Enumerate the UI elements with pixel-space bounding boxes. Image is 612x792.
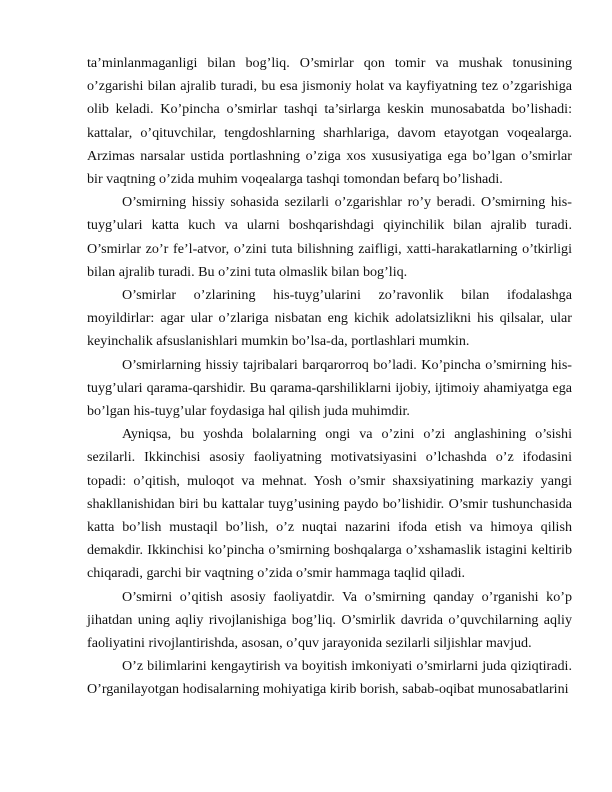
paragraph-1: ta’minlanmaganligi bilan bog’liq. O’smirlar qon tomir va mushak tonusining o’zgarishi bilan ajralib turadi, bu esa jismoniy holat va kayfiyatning tez o’zgarishiga olib keladi. Ko’pincha o’smirlar tashqi ta’sirlarga keskin munosabatda bo’lishadi: kattalar, o’qituvchilar, tengdoshlarning sharhlariga, davom etayotgan voqealarga. Arzimas narsalar ustida portlashning o’ziga xos xususiyatiga ega bo’lgan o’smirlar bir vaqtning o’zida muhim voqealarga tashqi tomondan befarq bo’lishadi. xyxy=(87,55,572,188)
paragraph-5: Ayniqsa, bu yoshda bolalarning ongi va o’zini o’zi anglashining o’sishi sezilarli. Ikkinchisi asosiy faoliyatning motivatsiyasini o’lchashda o’z ifodasini topadi: o’qitish, muloqot va mehnat. Yosh o’smir shaxsiyatining markaziy yangi shakllanishidan biri bu kattalar tuyg’usining paydo bo’lishidir. O’smir tushunchasida katta bo’lish mustaqil bo’lish, o’z nuqtai nazarini ifoda etish va himoya qilish demakdir. Ikkinchisi ko’pincha o’smirning boshqalarga o’xshamaslik istagini keltirib chiqaradi, garchi bir vaqtning o’zida o’smir hammaga taqlid qiladi. xyxy=(87,426,572,582)
paragraph-3: O’smirlar o’zlarining his-tuyg’ularini zo’ravonlik bilan ifodalashga moyildirlar: agar ular o’zlariga nisbatan eng kichik adolatsizlikni his qilsalar, ular keyinchalik afsuslanishlari mumkin bo’lsa-da, portlashlari mumkin. xyxy=(87,287,572,350)
paragraph-7: O’z bilimlarini kengaytirish va boyitish imkoniyati o’smirlarni juda qiziqtiradi. O’rganilayotgan hodisalarning mohiyatiga kirib borish, sabab-oqibat munosabatlarini xyxy=(87,658,572,698)
paragraph-2: O’smirning hissiy sohasida sezilarli o’zgarishlar ro’y beradi. O’smirning his-tuyg’ulari katta kuch va ularni boshqarishdagi qiyinchilik bilan ajralib turadi. O’smirlar zo’r fe’l-atvor, o’zini tuta bilishning zaifligi, xatti-harakatlarning o’tkirligi bilan ajralib turadi. Bu o’zini tuta olmaslik bilan bog’liq. xyxy=(87,194,572,280)
document-page xyxy=(87,52,572,702)
paragraph-6: O’smirni o’qitish asosiy faoliyatdir. Va o’smirning qanday o’rganishi ko’p jihatdan uning aqliy rivojlanishiga bog’liq. O’smirlik davrida o’quvchilarning aqliy faoliyatini rivojlantirishda, asosan, o’quv jarayonida sezilarli siljishlar mavjud. xyxy=(87,588,572,652)
paragraph-4: O’smirlarning hissiy tajribalari barqarorroq bo’ladi. Ko’pincha o’smirning his-tuyg’ulari qarama-qarshidir. Bu qarama-qarshiliklarni ijobiy, ijtimoiy ahamiyatga ega bo’lgan his-tuyg’ular foydasiga hal qilish juda muhimdir. xyxy=(87,356,572,420)
